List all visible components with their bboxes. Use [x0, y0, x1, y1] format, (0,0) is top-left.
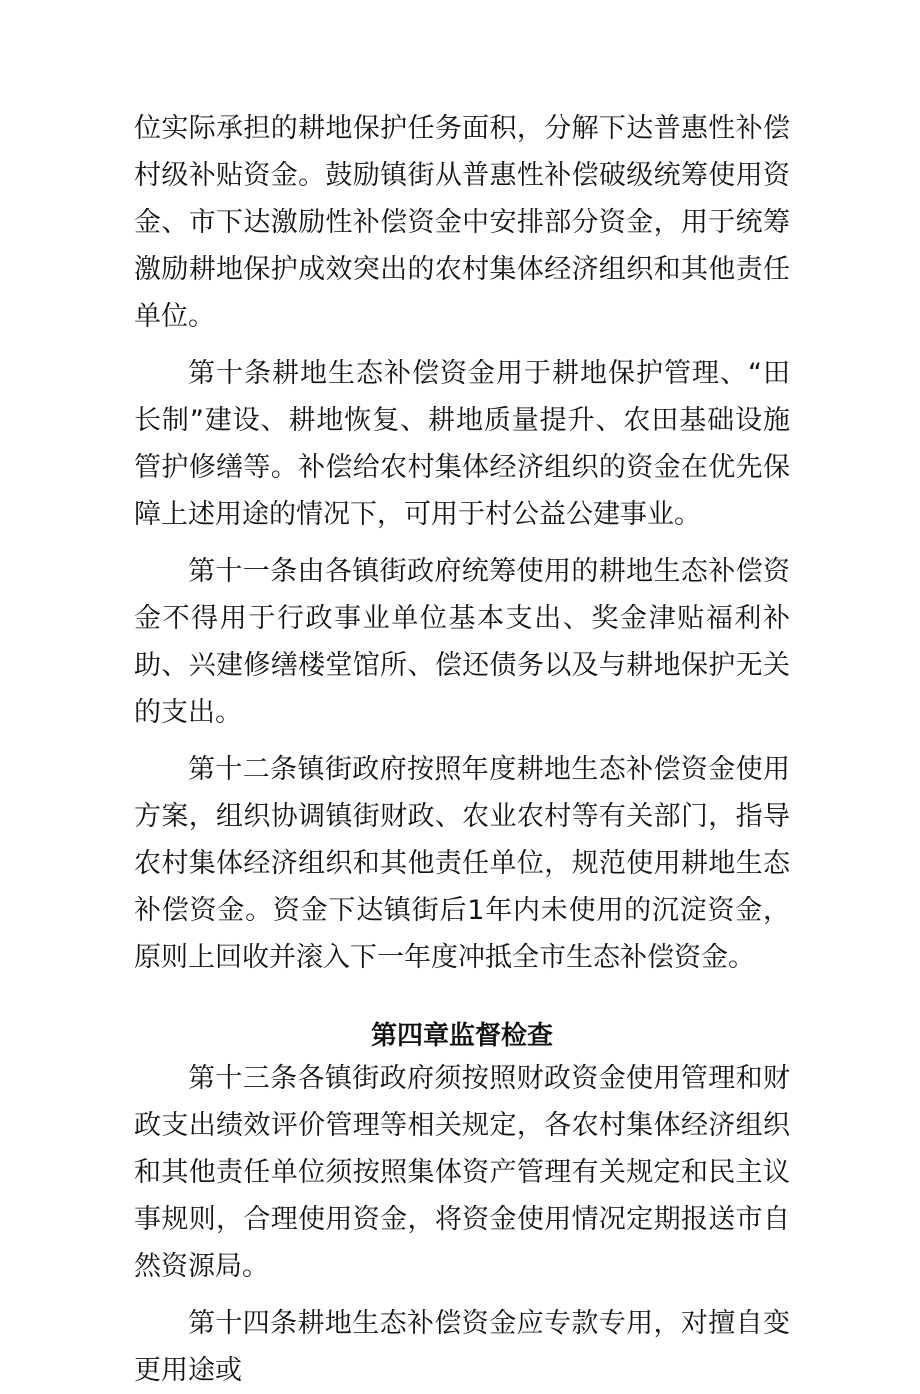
paragraph-continuation: 位实际承担的耕地保护任务面积，分解下达普惠性补偿村级补贴资金。鼓励镇街从普惠性补偿破级统筹使用资金、市下达激励性补偿资金中安排部分资金，用于统筹激励耕地保护成效突出的农村集体经济组织和其他责任单位。 [134, 113, 790, 332]
paragraph-article-11: 第十一条由各镇街政府统筹使用的耕地生态补偿资金不得用于行政事业单位基本支出、奖金津贴福利补助、兴建修缮楼堂馆所、偿还债务以及与耕地保护无关的支出。 [134, 556, 790, 728]
paragraph-article-12: 第十二条镇街政府按照年度耕地生态补偿资金使用方案，组织协调镇街财政、农业农村等有关部门，指导农村集体经济组织和其他责任单位，规范使用耕地生态补偿资金。资金下达镇街后1年内未使用的沉淀资金，原则上回收并滚入下一年度冲抵全市生态补偿资金。 [134, 754, 790, 973]
paragraph-article-14: 第十四条耕地生态补偿资金应专款专用，对擅自变更用途或 [134, 1308, 790, 1386]
paragraph-article-10: 第十条耕地生态补偿资金用于耕地保护管理、“田长制”建设、耕地恢复、耕地质量提升、农田基础设施管护修缮等。补偿给农村集体经济组织的资金在优先保障上述用途的情况下，可用于村公益公建事业。 [134, 358, 790, 530]
chapter-heading: 第四章监督检查 [370, 1021, 553, 1051]
paragraph-article-13: 第十三条各镇街政府须按照财政资金使用管理和财政支出绩效评价管理等相关规定，各农村集体经济组织和其他责任单位须按照集体资产管理有关规定和民主议事规则，合理使用资金，将资金使用情况定期报送市自然资源局。 [134, 1063, 790, 1282]
